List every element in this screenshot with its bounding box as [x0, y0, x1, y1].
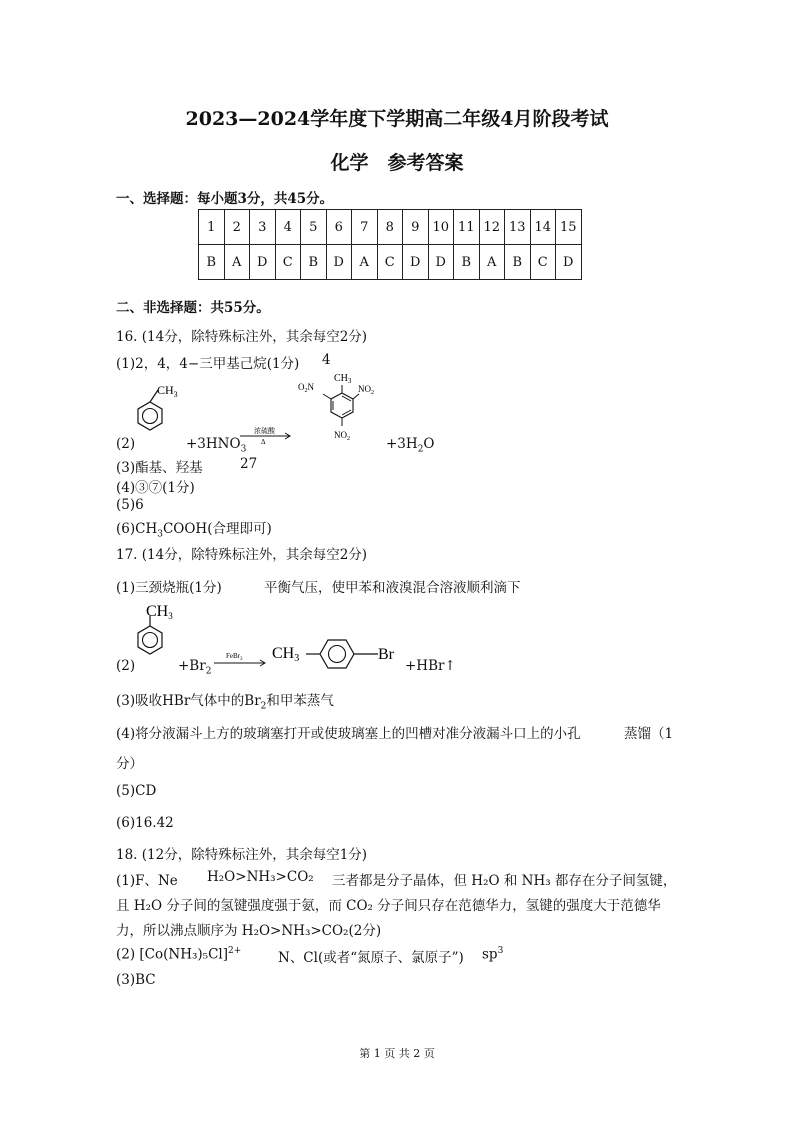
q18-heading: 18. (12分，除特殊标注外，其余每空1分) — [116, 847, 368, 863]
q17-line1-answer: 平衡气压，使甲苯和液溴混合溶液顺利滴下 — [264, 580, 521, 596]
arrow-heat-symbol: Δ — [261, 438, 266, 446]
q17-line4: (4)将分液漏斗上方的玻璃塞打开或使玻璃塞上的凹槽对准分液漏斗口上的小孔 — [116, 726, 581, 742]
q16-line2-product: $+3H_2O$ — [386, 436, 435, 455]
tnt-no2-right-label: $NO_2$ — [358, 384, 374, 396]
q17-line2-label: (2) — [116, 658, 136, 674]
product-br-label: Br — [378, 646, 394, 663]
product-ch3-label: CH3 — [272, 645, 300, 664]
table-cell-answer: A — [479, 245, 505, 280]
table-cell-answer: A — [352, 245, 378, 280]
table-cell-answer: B — [454, 245, 480, 280]
page-footer: 第 1 页 共 2 页 — [359, 1047, 435, 1060]
table-cell-number: 13 — [505, 210, 531, 245]
reaction-arrow-16 — [238, 425, 294, 447]
q17-line2-reagent: $+Br_2$ — [178, 658, 212, 677]
toluene17-ch3-label: CH3 — [146, 604, 173, 621]
q16-line3: (3)酯基、羟基 — [116, 460, 203, 476]
tnt-ch3-label: $CH_3$ — [334, 373, 352, 385]
toluene-structure — [134, 384, 184, 442]
table-cell-answer: A — [224, 245, 250, 280]
table-row-answers — [199, 245, 582, 280]
answer-table — [198, 209, 582, 280]
arrow-condition-text: 浓硫酸 — [254, 427, 275, 435]
table-cell-number: 9 — [403, 210, 429, 245]
toluene-ch3-label: $CH_3$ — [157, 384, 178, 399]
q16-line4: (4)③⑦(1分) — [116, 480, 195, 496]
q16-heading: 16. (14分，除特殊标注外，其余每空2分) — [116, 329, 368, 345]
q18-line1d: 且 H₂O 分子间的氢键强度强于氨，而 CO₂ 分子间只存在范德华力，氢键的强度大于范德华 — [116, 898, 661, 914]
q18-line2c: $sp^3$ — [482, 946, 504, 963]
q17-line6: (6)16.42 — [116, 815, 174, 831]
q16-line3-answer: 27 — [240, 456, 258, 472]
table-cell-number: 2 — [224, 210, 250, 245]
table-cell-answer: B — [505, 245, 531, 280]
tnt-o2n-label: $O_2N$ — [298, 382, 314, 394]
table-cell-number: 12 — [479, 210, 505, 245]
table-cell-answer: D — [403, 245, 429, 280]
toluene-structure-17 — [132, 604, 188, 666]
table-cell-number: 5 — [301, 210, 327, 245]
q17-line2-product: +HBr↑ — [405, 658, 456, 674]
tnt-no2-bottom-label: $NO_2$ — [334, 430, 350, 442]
table-cell-answer: C — [377, 245, 403, 280]
q17-line1: (1)三颈烧瓶(1分) — [116, 580, 222, 596]
q18-line1c: 三者都是分子晶体，但 H₂O 和 NH₃ 都存在分子间氢键， — [332, 873, 677, 889]
q18-line1e: 力，所以沸点顺序为 H₂O>NH₃>CO₂(2分) — [116, 923, 382, 939]
table-cell-number: 14 — [530, 210, 556, 245]
page-subtitle: 化学 参考答案 — [330, 152, 464, 174]
p-bromotoluene-structure — [270, 630, 406, 676]
table-cell-answer: B — [199, 245, 225, 280]
q17-heading: 17. (14分，除特殊标注外，其余每空2分) — [116, 547, 368, 563]
q16-line2-reagent: $+3HNO_3$ — [186, 436, 247, 455]
q18-line1b: H₂O>NH₃>CO₂ — [207, 869, 314, 885]
table-cell-number: 8 — [377, 210, 403, 245]
table-cell-answer: D — [326, 245, 352, 280]
q17-line4-answer: 蒸馏（1 — [624, 726, 674, 742]
q18-line1a: (1)F、Ne — [116, 873, 178, 889]
q16-line6: $(6)CH_3COOH$(合理即可) — [116, 521, 272, 540]
table-row-numbers — [199, 210, 582, 245]
section1-heading: 一、选择题：每小题3分，共45分。 — [116, 191, 334, 207]
table-cell-number: 7 — [352, 210, 378, 245]
q16-line1-answer: 4 — [322, 352, 331, 368]
page-title: 2023—2024学年度下学期高二年级4月阶段考试 — [185, 108, 609, 130]
table-cell-number: 15 — [556, 210, 582, 245]
table-cell-number: 4 — [275, 210, 301, 245]
table-cell-number: 10 — [428, 210, 454, 245]
table-cell-number: 1 — [199, 210, 225, 245]
table-cell-answer: D — [428, 245, 454, 280]
table-cell-number: 3 — [250, 210, 276, 245]
reaction-arrow-17 — [212, 651, 270, 667]
tnt-structure — [296, 368, 386, 448]
arrow17-condition-text: FeBr$_3$ — [226, 652, 243, 662]
table-cell-answer: C — [275, 245, 301, 280]
table-cell-number: 11 — [454, 210, 480, 245]
q18-line3: (3)BC — [116, 972, 156, 988]
q16-line2-label: (2) — [116, 436, 136, 452]
q17-line4-cont: 分） — [116, 756, 143, 772]
q16-line1: (1)2，4，4−三甲基己烷(1分) — [116, 356, 300, 372]
q16-line5: (5)6 — [116, 497, 144, 513]
q17-line3: (3)吸收HBr气体中的$Br_2$和甲苯蒸气 — [116, 693, 334, 712]
section2-heading: 二、非选择题：共55分。 — [116, 300, 270, 316]
q18-line2a: (2) $[Co(NH_3)_5Cl]^{2+}$ — [116, 946, 242, 963]
table-cell-number: 6 — [326, 210, 352, 245]
table-cell-answer: D — [250, 245, 276, 280]
q18-line2b: N、Cl(或者“氮原子、氯原子”) — [278, 950, 464, 966]
q17-line5: (5)CD — [116, 783, 157, 799]
table-cell-answer: D — [556, 245, 582, 280]
table-cell-answer: C — [530, 245, 556, 280]
table-cell-answer: B — [301, 245, 327, 280]
